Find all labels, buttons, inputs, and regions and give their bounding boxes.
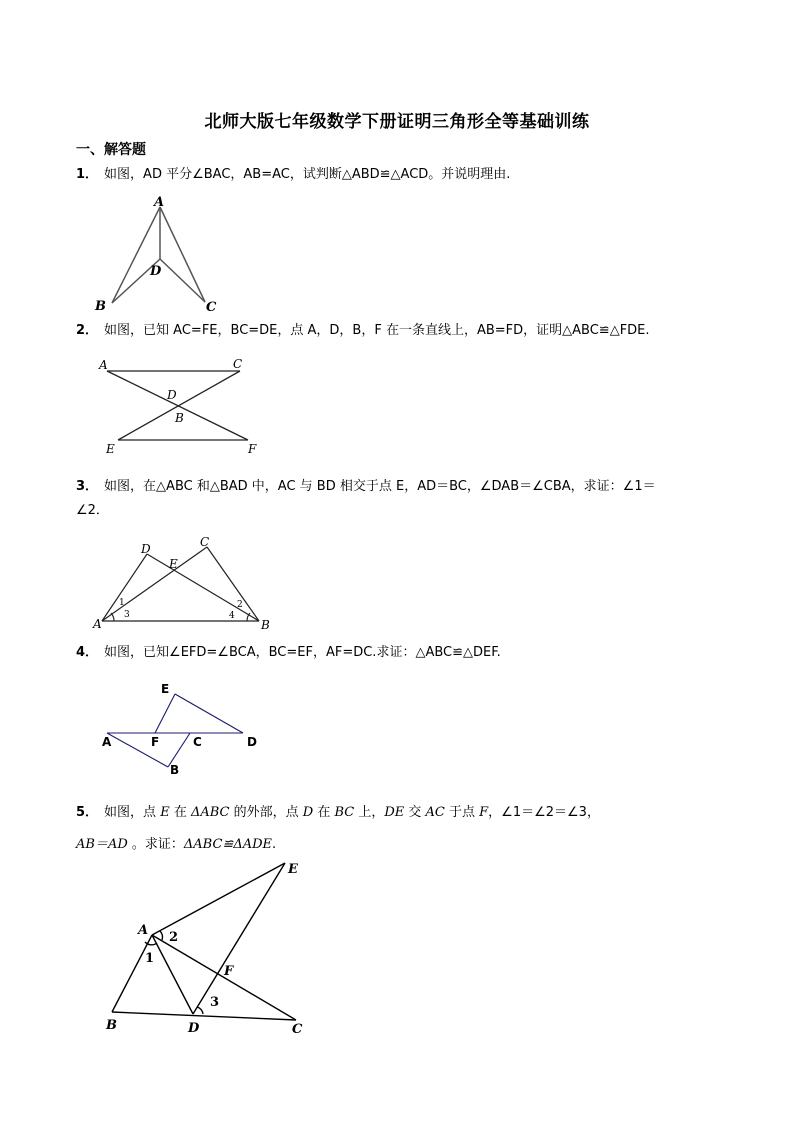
page-title: 北师大版七年级数学下册证明三角形全等基础训练	[204, 112, 590, 132]
point-label-B: B	[261, 618, 270, 632]
question-text: 如图，已知∠EFD=∠BCA，BC=EF，AF=DC.求证：△ABC≌△DEF.	[104, 645, 501, 660]
point-label-A: A	[138, 923, 149, 938]
math-term: AB＝AD	[76, 837, 128, 852]
question-text: ，∠1＝∠2＝∠3，	[488, 805, 600, 820]
point-label-C: C	[200, 535, 210, 549]
point-label-E: E	[106, 442, 115, 456]
point-label-C: C	[292, 1022, 303, 1037]
question-text: 上，	[354, 805, 385, 820]
question-3	[76, 475, 716, 523]
math-term: ΔABC	[190, 805, 230, 820]
section-heading: 一、解答题	[76, 142, 146, 158]
point-label-B: B	[175, 411, 184, 425]
point-label-B: B	[106, 1018, 117, 1033]
figure-3	[92, 533, 274, 633]
question-number: 1．	[76, 167, 99, 182]
question-4	[76, 641, 716, 665]
math-term: BC	[334, 805, 355, 820]
math-term: ΔABC≌ΔADE	[183, 837, 273, 852]
question-text: 如图，点	[104, 805, 161, 820]
point-label-F: F	[224, 964, 234, 979]
question-text: 在	[169, 805, 191, 820]
point-label-C: C	[193, 735, 202, 749]
angle-label-3: 3	[210, 995, 220, 1010]
math-term: D	[302, 805, 314, 820]
question-number: 4．	[76, 645, 99, 660]
question-text: 在	[313, 805, 335, 820]
point-label-D: D	[167, 388, 177, 402]
question-text: .	[272, 837, 277, 852]
question-number: 5．	[76, 805, 99, 820]
question-text: 的外部，点	[229, 805, 303, 820]
angle-label-2: 2	[169, 930, 179, 945]
question-number: 2．	[76, 323, 99, 338]
point-label-A: A	[93, 617, 102, 631]
math-term: DE	[384, 805, 405, 820]
point-label-F: F	[151, 735, 160, 749]
math-term: F	[479, 805, 489, 820]
question-text: 如图，已知 AC=FE，BC=DE，点 A，D，B，F 在一条直线上，AB=FD，证明△ABC≌△FDE.	[104, 323, 650, 338]
figure-5	[100, 858, 320, 1043]
math-term: AC	[425, 805, 445, 820]
question-number: 3．	[76, 479, 99, 494]
question-text: 如图，AD 平分∠BAC，AB=AC，试判断△ABD≌△ACD。并说明理由.	[104, 167, 511, 182]
angle-label-4: 4	[229, 611, 235, 621]
question-text: 交	[404, 805, 426, 820]
point-label-B: B	[95, 299, 106, 314]
question-text: 如图，在△ABC 和△BAD 中，AC 与 BD 相交于点 E，AD＝BC，∠DAB＝∠CBA，求证：∠1＝	[104, 479, 656, 494]
point-label-D: D	[188, 1021, 200, 1036]
math-term: E	[160, 805, 170, 820]
point-label-E: E	[169, 557, 178, 571]
point-label-C: C	[206, 300, 217, 315]
point-label-E: E	[288, 862, 298, 877]
question-text: 于点	[444, 805, 480, 820]
point-label-C: C	[233, 357, 243, 371]
angle-label-1: 1	[119, 598, 125, 608]
angle-label-1: 1	[145, 951, 155, 966]
question-2	[76, 319, 716, 343]
point-label-D: D	[247, 735, 257, 749]
point-label-F: F	[248, 442, 257, 456]
figure-1	[90, 193, 230, 318]
point-label-A: A	[99, 358, 108, 372]
question-text: 。求证：	[127, 837, 184, 852]
angle-label-2: 2	[237, 600, 243, 610]
figure-4	[100, 677, 265, 782]
point-label-A: A	[154, 195, 165, 210]
point-label-E: E	[161, 682, 170, 696]
question-text-continued: ∠2．	[76, 503, 109, 518]
angle-label-3: 3	[124, 610, 130, 620]
point-label-A: A	[102, 735, 112, 749]
point-label-D: D	[150, 264, 162, 279]
question-5	[76, 797, 716, 861]
figure-2	[95, 352, 270, 460]
point-label-D: D	[141, 542, 151, 556]
question-1	[76, 163, 716, 187]
point-label-B: B	[170, 763, 180, 777]
